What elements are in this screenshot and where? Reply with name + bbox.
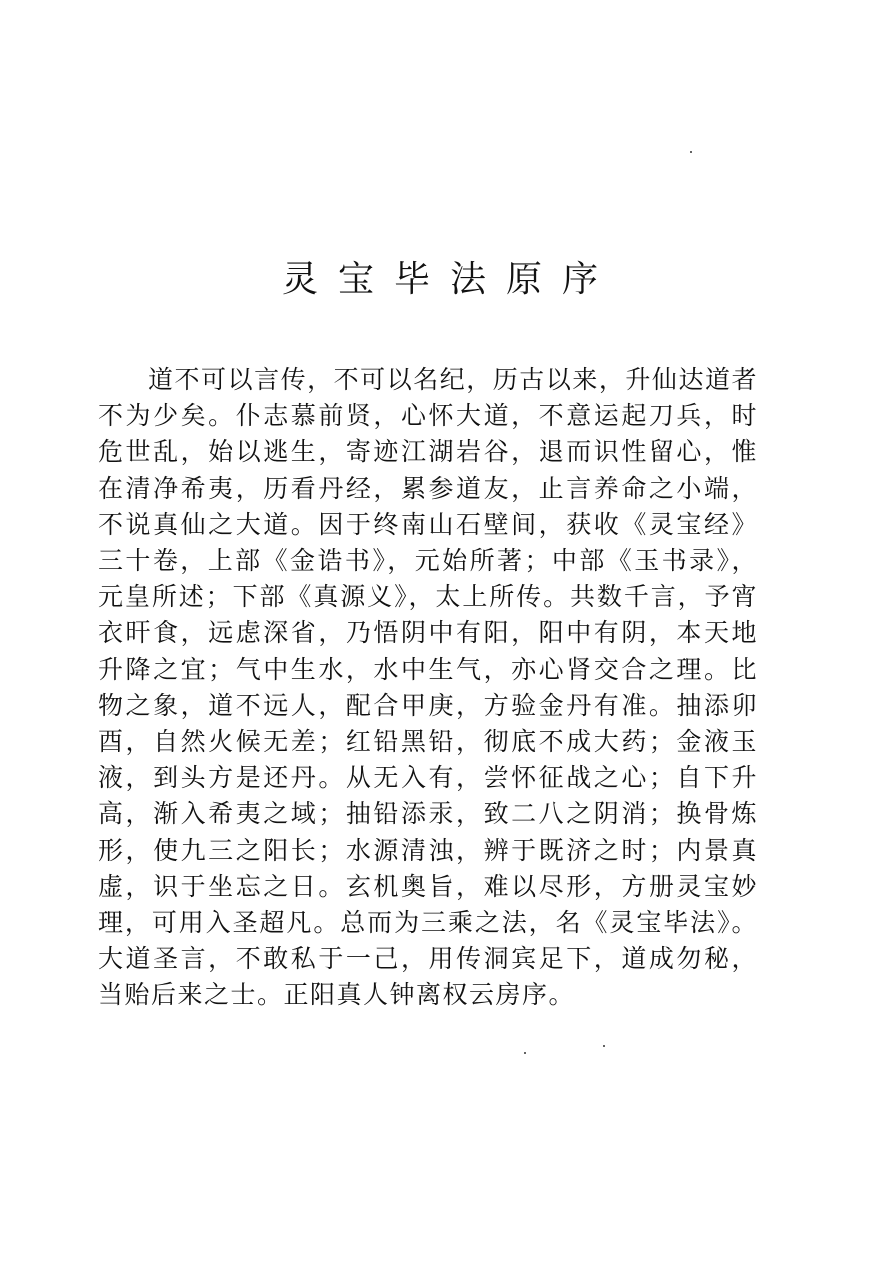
scan-speck [603,1045,605,1047]
preface-body: 道不可以言传，不可以名纪，历古以来，升仙达道者不为少矣。仆志慕前贤，心怀大道，不意运起刀兵，时危世乱，始以逃生，寄迹江湖岩谷，退而识性留心，惟在清净希夷，历看丹经，累参道友，止言养命之小端，不说真仙之大道。因于终南山石壁间，获收《灵宝经》三十卷，上部《金诰书》，元始所著；中部《玉书录》，元皇所述；下部《真源义》，太上所传。共数千言，予宵衣旰食，远虑深省，乃悟阴中有阳，阳中有阴，本天地升降之宜；气中生水，水中生气，亦心肾交合之理。比物之象，道不远人，配合甲庚，方验金丹有准。抽添卯酉，自然火候无差；红铅黑铅，彻底不成大药；金液玉液，到头方是还丹。从无入有，尝怀征战之心；自下升高，渐入希夷之域；抽铅添汞，致二八之阴消；换骨炼形，使九三之阳长；水源清浊，辨于既济之时；内景真虚，识于坐忘之日。玄机奥旨，难以尽形，方册灵宝妙理，可用入圣超凡。总而为三乘之法，名《灵宝毕法》。大道圣言，不敢私于一己，用传洞宾足下，道成勿秘，当贻后来之士。正阳真人钟离权云房序。 [98,365,758,1010]
page-title: 灵宝毕法原序 [281,259,618,300]
scan-speck [690,151,692,153]
scan-speck [524,1052,526,1054]
